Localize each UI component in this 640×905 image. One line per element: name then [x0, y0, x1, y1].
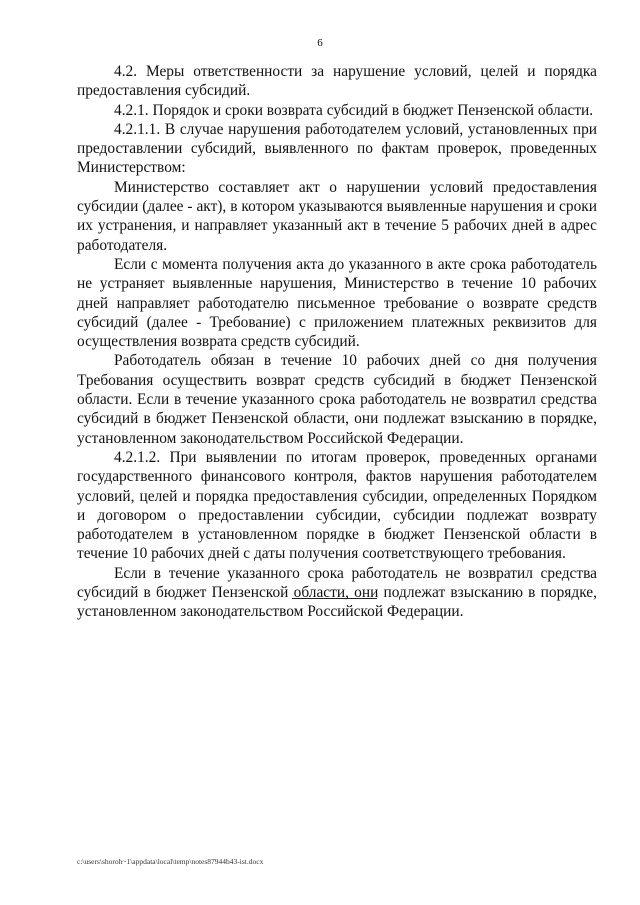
end-of-text-divider — [292, 598, 377, 599]
paragraph-4-2: 4.2. Меры ответственности за нарушение условий, целей и порядка предоставления субсидий. — [77, 63, 597, 100]
paragraph-requirement-notice: Если с момента получения акта до указанного в акте срока работодатель не устраняет выявленные нарушения, Министерство в течение 10 рабочих дней направляет работодателю письменное требование о возврате средств субсидий (далее - Требование) с приложением платежных реквизитов для осуществления возврата средств субсидий. — [77, 255, 597, 351]
paragraph-4-2-1-1: 4.2.1.1. В случае нарушения работодателем условий, установленных при предоставлении субсидий, выявленного по фактам проверок, проведенных Министерством: — [77, 120, 597, 177]
footer-file-path: c:\users\shoroh~1\appdata\local\temp\notes87944b43-ist.docx — [77, 857, 264, 866]
paragraph-4-2-1: 4.2.1. Порядок и сроки возврата субсидий в бюджет Пензенской области. — [114, 101, 594, 119]
paragraph-recovery: Если в течение указанного срока работодатель не возвратил средства субсидий в бюджет Пензенской области, они подлежат взысканию в порядке, установленном законодательством Российской Федерации. — [77, 564, 597, 621]
document-body — [77, 62, 597, 622]
page-number: 6 — [317, 37, 323, 49]
paragraph-act-drafting: Министерство составляет акт о нарушении условий предоставления субсидии (далее - акт), в котором указываются выявленные нарушения и сроки их устранения, и направляет указанный акт в течение 5 рабочих дней в адрес работодателя. — [77, 178, 597, 254]
paragraph-4-2-1-2: 4.2.1.2. При выявлении по итогам проверок, проведенных органами государственного финансового контроля, фактов нарушения работодателем условий, целей и порядка предоставления субсидии, определенных Порядком и договором о предоставлении субсидии, субсидии подлежат возврату работодателем в установленном порядке в бюджет Пензенской области в течение 10 рабочих дней с даты получения соответствующего требования. — [77, 448, 597, 563]
paragraph-employer-obligation: Работодатель обязан в течение 10 рабочих дней со дня получения Требования осуществить возврат средств субсидий в бюджет Пензенской области. Если в течение указанного срока работодатель не возвратил средства субсидий в бюджет Пензенской области, они подлежат взысканию в порядке, установленном законодательством Российской Федерации. — [77, 352, 597, 447]
